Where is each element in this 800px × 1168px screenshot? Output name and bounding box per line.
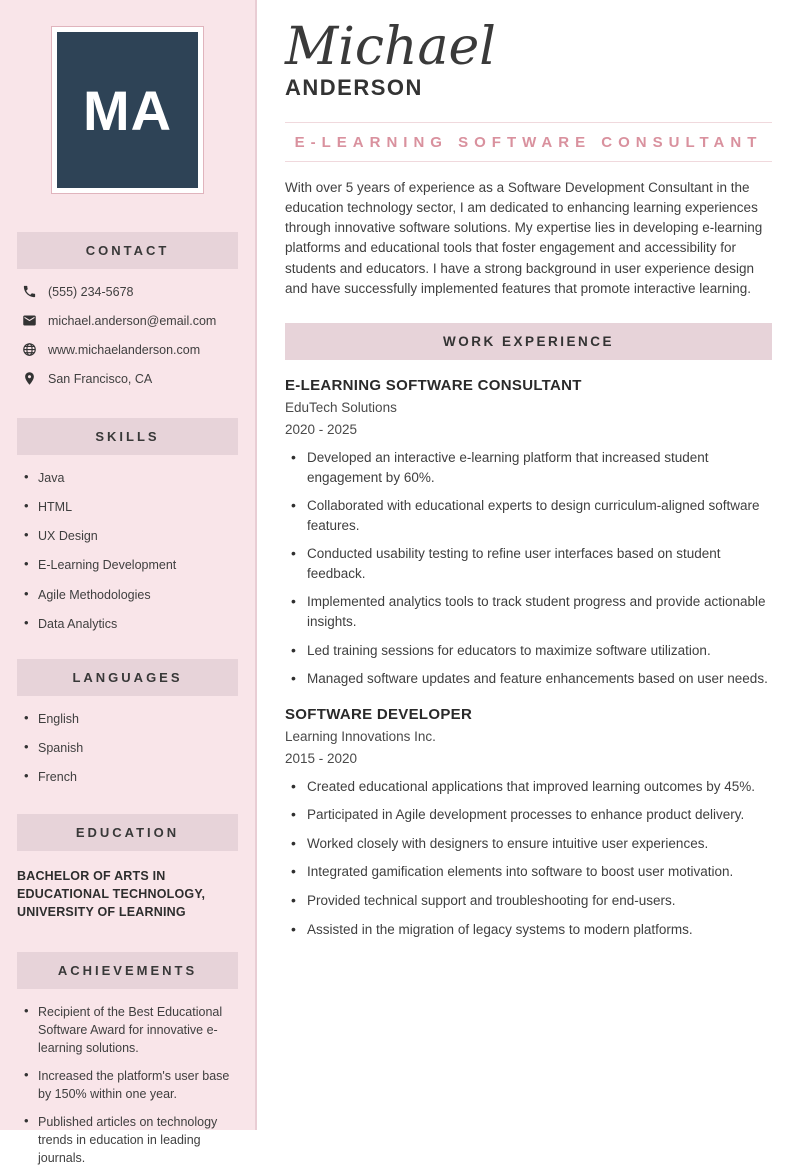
skill-item: • Agile Methodologies xyxy=(22,586,239,604)
achievement-item: • Increased the platform's user base by 150% within one year. xyxy=(22,1067,239,1103)
languages-section-heading: LANGUAGES xyxy=(17,659,238,696)
role-title: E-LEARNING SOFTWARE CONSULTANT xyxy=(294,133,763,151)
monogram: MA xyxy=(57,32,198,188)
achievements-list xyxy=(22,1003,239,1168)
job-bullet-item: • Managed software updates and feature enhancements based on user needs. xyxy=(285,669,772,689)
achievement-item: • Recipient of the Best Educational Software Award for innovative e-learning solutions. xyxy=(22,1003,239,1057)
skills-list xyxy=(22,469,239,633)
job-entry-1 xyxy=(285,377,772,689)
education-degree: BACHELOR OF ARTS IN EDUCATIONAL TECHNOLOGY, UNIVERSITY OF LEARNING xyxy=(17,869,206,920)
location-icon xyxy=(22,371,37,386)
job-bullet-item: • Provided technical support and troubleshooting for end-users. xyxy=(285,891,772,911)
contact-website: www.michaelanderson.com xyxy=(48,342,201,357)
job-bullet-item: • Developed an interactive e-learning platform that increased student engagement by 60%. xyxy=(285,448,772,487)
contact-phone: (555) 234-5678 xyxy=(48,284,134,299)
job-bullet-item: • Implemented analytics tools to track student progress and provide actionable insights. xyxy=(285,592,772,631)
skill-item: • Java xyxy=(22,469,239,487)
job-title: SOFTWARE DEVELOPER xyxy=(285,705,473,723)
job-entry-2 xyxy=(285,706,772,939)
job-title: E-LEARNING SOFTWARE CONSULTANT xyxy=(285,377,582,395)
job-bullet-item: • Conducted usability testing to refine user interfaces based on student feedback. xyxy=(285,544,772,583)
skills-section-heading: SKILLS xyxy=(17,418,238,455)
phone-icon xyxy=(22,284,37,299)
first-name: Michael xyxy=(285,17,496,77)
contact-list xyxy=(22,284,239,386)
job-bullet-item: • Created educational applications that improved learning outcomes by 45%. xyxy=(285,777,772,797)
job-dates: 2015 - 2020 xyxy=(285,750,358,766)
job-bullet-item: • Collaborated with educational experts to design curriculum-aligned software features. xyxy=(285,496,772,535)
mail-icon xyxy=(22,313,37,328)
education-section-heading: EDUCATION xyxy=(17,814,238,851)
contact-row-location xyxy=(22,371,239,386)
job-dates: 2020 - 2025 xyxy=(285,422,358,438)
job-bullets xyxy=(285,777,772,939)
language-item: • Spanish xyxy=(22,739,239,757)
job-bullet-item: • Participated in Agile development processes to enhance product delivery. xyxy=(285,805,772,825)
job-bullets xyxy=(285,448,772,689)
contact-row-email xyxy=(22,313,239,328)
job-bullet-item: • Worked closely with designers to ensure intuitive user experiences. xyxy=(285,834,772,854)
skill-item: • Data Analytics xyxy=(22,615,239,633)
profile-summary: With over 5 years of experience as a Software Development Consultant in the education technology sector, I am dedicated to enhancing learning experiences through innovative software solutions. My expertise lies in developing e-learning platforms and educational tools that foster engagement and accessibility for students and educators. I have a strong background in user experience design and have successfully implemented features that promote interactive learning. xyxy=(285,179,763,296)
job-company: EduTech Solutions xyxy=(285,400,397,416)
job-bullet-item: • Assisted in the migration of legacy systems to modern platforms. xyxy=(285,920,772,940)
contact-location: San Francisco, CA xyxy=(48,371,153,386)
achievements-section-heading: ACHIEVEMENTS xyxy=(17,952,238,989)
job-bullet-item: • Integrated gamification elements into software to boost user motivation. xyxy=(285,862,772,882)
achievement-item: • Published articles on technology trends in education in leading journals. xyxy=(22,1113,239,1167)
skill-item: • E-Learning Development xyxy=(22,556,239,574)
divider-bottom xyxy=(285,161,772,162)
languages-list xyxy=(22,710,239,786)
main-content xyxy=(285,0,772,948)
job-bullet-item: • Led training sessions for educators to maximize software utilization. xyxy=(285,641,772,661)
contact-email: michael.anderson@email.com xyxy=(48,313,217,328)
job-company: Learning Innovations Inc. xyxy=(285,728,436,744)
work-experience-heading: WORK EXPERIENCE xyxy=(285,323,772,360)
contact-row-website xyxy=(22,342,239,357)
last-name: ANDERSON xyxy=(285,74,423,100)
language-item: • French xyxy=(22,768,239,786)
contact-section-heading: CONTACT xyxy=(17,232,238,269)
language-item: • English xyxy=(22,710,239,728)
contact-row-phone xyxy=(22,284,239,299)
sidebar xyxy=(0,0,257,1166)
monogram-frame xyxy=(51,26,204,194)
globe-icon xyxy=(22,342,37,357)
skill-item: • UX Design xyxy=(22,527,239,545)
skill-item: • HTML xyxy=(22,498,239,516)
